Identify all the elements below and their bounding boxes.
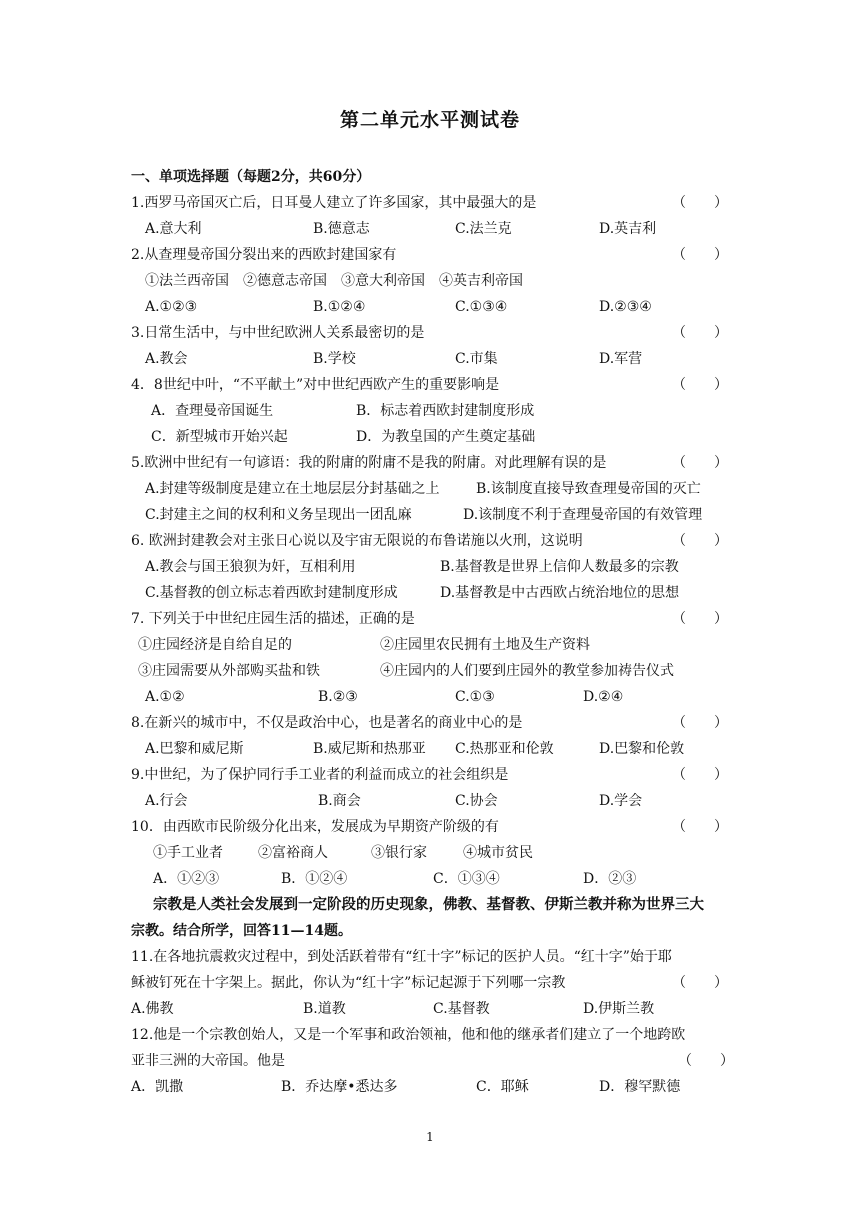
q6-option-d: D.基督教是中古西欧占统治地位的思想: [440, 585, 680, 601]
q10-item-2: ②富裕商人: [258, 845, 328, 861]
answer-paren-10: （ ）: [672, 819, 728, 835]
question-12-stem-line-2: 亚非三洲的大帝国。他是: [131, 1053, 285, 1069]
section-heading: 一、单项选择题（每题2分，共60分）: [131, 169, 371, 185]
q3-option-c: C.市集: [455, 351, 498, 367]
q10-option-a: A．①②③: [153, 871, 220, 887]
q11-option-d: D.伊斯兰教: [583, 1001, 655, 1017]
q8-option-a: A.巴黎和威尼斯: [145, 741, 244, 757]
q12-option-a: A．凯撒: [131, 1079, 184, 1095]
q4-option-a: A．查理曼帝国诞生: [151, 403, 274, 419]
answer-paren-12: （ ）: [678, 1053, 734, 1069]
q6-option-b: B.基督教是世界上信仰人数最多的宗教: [440, 559, 679, 575]
answer-paren-6: （ ）: [672, 533, 728, 549]
q6-option-a: A.教会与国王狼狈为奸，互相利用: [145, 559, 356, 575]
question-7-stem: 7. 下列关于中世纪庄园生活的描述，正确的是: [131, 611, 415, 627]
question-2-stem: 2.从查理曼帝国分裂出来的西欧封建国家有: [131, 247, 397, 263]
q10-option-b: B．①②④: [281, 871, 348, 887]
q9-option-c: C.协会: [455, 793, 498, 809]
q11-option-a: A.佛教: [131, 1001, 174, 1017]
q8-option-d: D.巴黎和伦敦: [599, 741, 685, 757]
q2-option-c: C.①③④: [455, 299, 508, 315]
page-title: 第二单元水平测试卷: [339, 109, 520, 131]
q7-item-3: ③庄园需要从外部购买盐和铁: [138, 663, 320, 679]
q9-option-a: A.行会: [145, 793, 188, 809]
answer-paren-3: （ ）: [672, 325, 728, 341]
q5-option-c: C.封建主之间的权利和义务呈现出一团乱麻: [145, 507, 412, 523]
q5-option-b: B.该制度直接导致查理曼帝国的灭亡: [476, 481, 701, 497]
answer-paren-8: （ ）: [672, 715, 728, 731]
page-number: 1: [426, 1130, 434, 1144]
answer-paren-11: （ ）: [672, 975, 728, 991]
q10-option-d: D．②③: [583, 871, 637, 887]
q10-option-c: C．①③④: [433, 871, 500, 887]
question-10-stem: 10．由西欧市民阶级分化出来，发展成为早期资产阶级的有: [131, 819, 499, 835]
q5-option-a: A.封建等级制度是建立在土地层层分封基础之上: [145, 481, 440, 497]
answer-paren-1: （ ）: [672, 195, 728, 211]
q1-option-d: D.英吉利: [599, 221, 657, 237]
question-11-stem-line-2: 稣被钉死在十字架上。据此，你认为“红十字”标记起源于下列哪一宗教: [131, 975, 566, 991]
q6-option-c: C.基督教的创立标志着西欧封建制度形成: [145, 585, 398, 601]
q7-option-d: D.②④: [583, 689, 624, 705]
question-5-stem: 5.欧洲中世纪有一句谚语：我的附庸的附庸不是我的附庸。对此理解有误的是: [131, 455, 607, 471]
q10-item-3: ③银行家: [371, 845, 427, 861]
q3-option-b: B.学校: [313, 351, 356, 367]
question-6-stem: 6. 欧洲封建教会对主张日心说以及宇宙无限说的布鲁诺施以火刑，这说明: [131, 533, 583, 549]
q2-option-b: B.①②④: [313, 299, 366, 315]
q7-option-b: B.②③: [318, 689, 358, 705]
q5-option-d: D.该制度不利于查理曼帝国的有效管理: [463, 507, 703, 523]
q4-option-c: C．新型城市开始兴起: [151, 429, 288, 445]
q11-option-b: B.道教: [303, 1001, 346, 1017]
answer-paren-5: （ ）: [672, 455, 728, 471]
question-4-stem: 4．8世纪中叶，“不平献土”对中世纪西欧产生的重要影响是: [131, 377, 500, 393]
q9-option-b: B.商会: [318, 793, 361, 809]
q1-option-a: A.意大利: [145, 221, 202, 237]
q3-option-d: D.军营: [599, 351, 643, 367]
q2-option-d: D.②③④: [599, 299, 652, 315]
q9-option-d: D.学会: [599, 793, 643, 809]
q12-option-d: D．穆罕默德: [599, 1079, 681, 1095]
passage-line-1: 宗教是人类社会发展到一定阶段的历史现象，佛教、基督教、伊斯兰教并称为世界三大: [153, 896, 704, 913]
q3-option-a: A.教会: [145, 351, 188, 367]
answer-paren-9: （ ）: [672, 767, 728, 783]
q1-option-c: C.法兰克: [455, 221, 512, 237]
q2-items: ①法兰西帝国 ②德意志帝国 ③意大利帝国 ④英吉利帝国: [145, 273, 523, 289]
q7-option-a: A.①②: [145, 689, 185, 705]
answer-paren-4: （ ）: [672, 377, 728, 393]
question-8-stem: 8.在新兴的城市中，不仅是政治中心，也是著名的商业中心的是: [131, 715, 523, 731]
q7-option-c: C.①③: [455, 689, 495, 705]
answer-paren-2: （ ）: [672, 247, 728, 263]
q4-option-b: B．标志着西欧封建制度形成: [356, 403, 535, 419]
question-1-stem: 1.西罗马帝国灭亡后，日耳曼人建立了许多国家，其中最强大的是: [131, 195, 537, 211]
q7-item-2: ②庄园里农民拥有土地及生产资料: [380, 637, 590, 653]
q8-option-b: B.威尼斯和热那亚: [313, 741, 426, 757]
q7-item-4: ④庄园内的人们要到庄园外的教堂参加祷告仪式: [380, 663, 674, 679]
q10-item-1: ①手工业者: [153, 845, 223, 861]
question-12-stem-line-1: 12.他是一个宗教创始人，又是一个军事和政治领袖，他和他的继承者们建立了一个地跨欧: [131, 1027, 686, 1043]
q12-option-c: C．耶稣: [476, 1079, 529, 1095]
passage-line-2: 宗教。结合所学，回答11—14题。: [131, 923, 352, 939]
answer-paren-7: （ ）: [672, 611, 728, 627]
question-11-stem-line-1: 11.在各地抗震救灾过程中，到处活跃着带有“红十字”标记的医护人员。“红十字”始于耶: [131, 949, 672, 965]
q1-option-b: B.德意志: [313, 221, 370, 237]
q7-item-1: ①庄园经济是自给自足的: [138, 637, 292, 653]
q2-option-a: A.①②③: [145, 299, 198, 315]
q4-option-d: D．为教皇国的产生奠定基础: [356, 429, 536, 445]
question-3-stem: 3.日常生活中，与中世纪欧洲人关系最密切的是: [131, 325, 425, 341]
q10-item-4: ④城市贫民: [463, 845, 533, 861]
q8-option-c: C.热那亚和伦敦: [455, 741, 554, 757]
question-9-stem: 9.中世纪，为了保护同行手工业者的利益而成立的社会组织是: [131, 767, 509, 783]
q11-option-c: C.基督教: [433, 1001, 490, 1017]
q12-option-b: B．乔达摩•悉达多: [281, 1079, 398, 1095]
